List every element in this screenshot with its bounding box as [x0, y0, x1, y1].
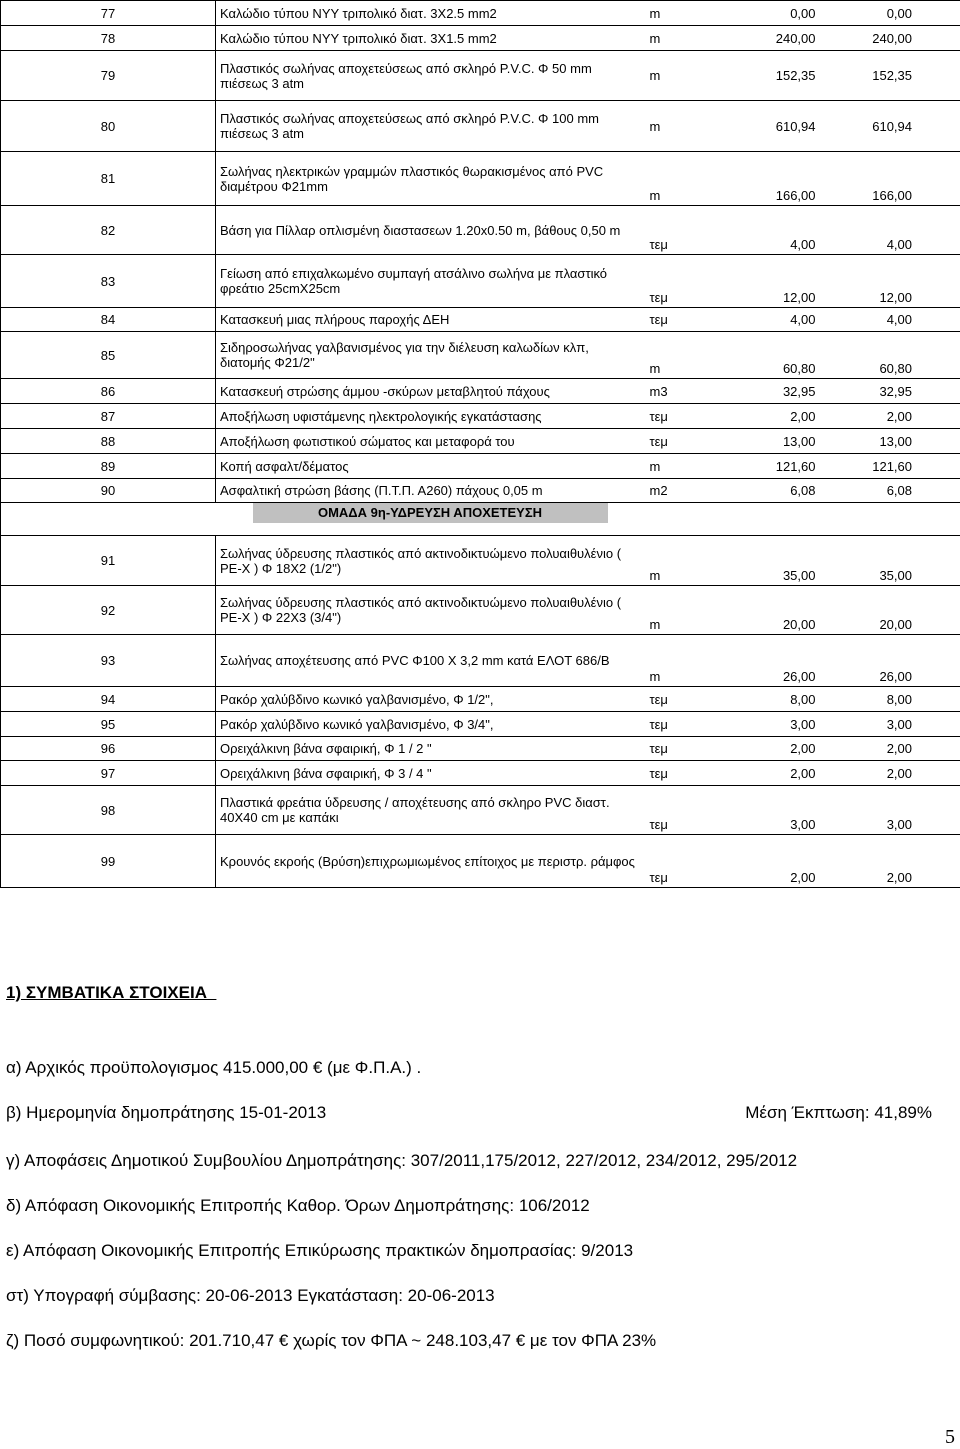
item-number: 86	[1, 379, 216, 404]
table-row	[1, 379, 960, 404]
item-unit: m3	[648, 379, 723, 404]
item-quantity: 26,00	[723, 635, 826, 687]
table-row	[1, 101, 960, 152]
average-discount-line: Μέση Έκπτωση: 41,89%	[745, 1103, 932, 1123]
item-description: Σιδηροσωλήνας γαλβανισμένος για την διέλευση καλωδίων κλπ, διατομής Φ21/2"	[216, 332, 648, 379]
section-title: 1) ΣΥΜΒΑΤΙΚΑ ΣΤΟΙΧΕΙΑ	[6, 983, 216, 1003]
item-description: Καλώδιο τύπου NYY τριπολικό διατ. 3Χ1.5 mm2	[216, 26, 648, 51]
item-description: Σωλήνας ύδρευσης πλαστικός από ακτινοδικτυώμενο πολυαιθυλένιο ( PE-X ) Φ 22Χ3 (3/4")	[216, 586, 648, 635]
items-table-body	[1, 1, 960, 888]
item-description: Ασφαλτική στρώση βάσης (Π.Τ.Π. Α260) πάχους 0,05 m	[216, 479, 648, 503]
item-unit: τεμ	[648, 255, 723, 308]
item-number: 83	[1, 255, 216, 308]
item-quantity: 0,00	[723, 1, 826, 26]
item-number: 80	[1, 101, 216, 152]
item-unit: τεμ	[648, 712, 723, 737]
table-row	[1, 429, 960, 454]
item-quantity: 20,00	[723, 586, 826, 635]
item-unit: m	[648, 152, 723, 206]
item-number: 94	[1, 687, 216, 712]
item-quantity: 610,94	[723, 101, 826, 152]
item-unit: m	[648, 536, 723, 586]
item-number: 84	[1, 308, 216, 332]
table-row	[1, 786, 960, 835]
table-row	[1, 479, 960, 503]
item-quantity: 121,60	[723, 454, 826, 479]
item-unit: τεμ	[648, 687, 723, 712]
item-unit: τεμ	[648, 786, 723, 835]
item-description: Κατασκευή μιας πλήρους παροχής ΔΕΗ	[216, 308, 648, 332]
item-description: Σωλήνας ηλεκτρικών γραμμών πλαστικός θωρακισμένος από PVC διαμέτρου Φ21mm	[216, 152, 648, 206]
item-description: Κατασκευή στρώσης άμμου -σκύρων μεταβλητού πάχους	[216, 379, 648, 404]
item-quantity: 152,35	[723, 51, 826, 101]
item-number: 82	[1, 206, 216, 255]
item-total: 6,08	[826, 479, 960, 503]
item-number: 79	[1, 51, 216, 101]
item-total: 32,95	[826, 379, 960, 404]
item-number: 78	[1, 26, 216, 51]
item-number: 89	[1, 454, 216, 479]
item-total: 2,00	[826, 404, 960, 429]
item-quantity: 60,80	[723, 332, 826, 379]
table-row	[1, 206, 960, 255]
item-quantity: 2,00	[723, 835, 826, 888]
item-quantity: 2,00	[723, 404, 826, 429]
item-unit: m	[648, 586, 723, 635]
item-quantity: 3,00	[723, 786, 826, 835]
page-number: 5	[945, 1426, 955, 1449]
item-unit: m	[648, 635, 723, 687]
item-description: Ρακόρ χαλύβδινο κωνικό γαλβανισμένο, Φ 3/4",	[216, 712, 648, 737]
item-unit: τεμ	[648, 737, 723, 761]
table-row	[1, 536, 960, 586]
item-quantity: 4,00	[723, 308, 826, 332]
contract-signing-line: στ) Υπογραφή σύμβασης: 20-06-2013 Εγκατάσταση: 20-06-2013	[6, 1286, 495, 1306]
item-description: Ορειχάλκινη βάνα σφαιρική, Φ 1 / 2 "	[216, 737, 648, 761]
item-quantity: 4,00	[723, 206, 826, 255]
committee-ratification-line: ε) Απόφαση Οικονομικής Επιτροπής Επικύρωσης πρακτικών δημοπρασίας: 9/2013	[6, 1241, 633, 1261]
item-total: 2,00	[826, 835, 960, 888]
table-row	[1, 1, 960, 26]
item-unit: m	[648, 332, 723, 379]
table-row	[1, 51, 960, 101]
item-quantity: 13,00	[723, 429, 826, 454]
item-quantity: 8,00	[723, 687, 826, 712]
item-total: 4,00	[826, 308, 960, 332]
table-row	[1, 586, 960, 635]
item-number: 95	[1, 712, 216, 737]
item-total: 12,00	[826, 255, 960, 308]
item-total: 240,00	[826, 26, 960, 51]
item-description: Βάση για Πίλλαρ οπλισμένη διαστασεων 1.20x0.50 m, βάθους 0,50 m	[216, 206, 648, 255]
item-description: Ρακόρ χαλύβδινο κωνικό γαλβανισμένο, Φ 1/2",	[216, 687, 648, 712]
item-total: 610,94	[826, 101, 960, 152]
item-total: 2,00	[826, 737, 960, 761]
item-quantity: 2,00	[723, 761, 826, 786]
table-row	[1, 835, 960, 888]
item-unit: τεμ	[648, 429, 723, 454]
item-total: 152,35	[826, 51, 960, 101]
item-unit: τεμ	[648, 404, 723, 429]
item-total: 166,00	[826, 152, 960, 206]
item-description: Κρουνός εκροής (Βρύση)επιχρωμιωμένος επίτοιχος με περιστρ. ράμφος	[216, 835, 648, 888]
item-description: Κοπή ασφαλτ/δέματος	[216, 454, 648, 479]
item-total: 0,00	[826, 1, 960, 26]
table-row	[1, 687, 960, 712]
item-total: 26,00	[826, 635, 960, 687]
item-quantity: 3,00	[723, 712, 826, 737]
item-unit: m	[648, 454, 723, 479]
item-number: 96	[1, 737, 216, 761]
item-total: 20,00	[826, 586, 960, 635]
table-row	[1, 152, 960, 206]
table-row	[1, 404, 960, 429]
item-number: 97	[1, 761, 216, 786]
table-row	[1, 635, 960, 687]
item-description: Σωλήνας αποχέτευσης από PVC Φ100 Χ 3,2 mm κατά ΕΛΟΤ 686/Β	[216, 635, 648, 687]
item-quantity: 166,00	[723, 152, 826, 206]
item-quantity: 2,00	[723, 737, 826, 761]
item-unit: m2	[648, 479, 723, 503]
item-unit: m	[648, 1, 723, 26]
item-number: 92	[1, 586, 216, 635]
item-quantity: 32,95	[723, 379, 826, 404]
item-number: 98	[1, 786, 216, 835]
council-decisions-line: γ) Αποφάσεις Δημοτικού Συμβουλίου Δημοπράτησης: 307/2011,175/2012, 227/2012, 234/2012, 295/2012	[6, 1151, 797, 1171]
initial-budget-line: α) Αρχικός προϋπολογισμος 415.000,00 € (με Φ.Π.Α.) .	[6, 1058, 421, 1078]
table-row	[1, 308, 960, 332]
item-unit: τεμ	[648, 206, 723, 255]
item-number: 85	[1, 332, 216, 379]
item-unit: τεμ	[648, 835, 723, 888]
item-description: Ορειχάλκινη βάνα σφαιρική, Φ 3 / 4 "	[216, 761, 648, 786]
item-number: 87	[1, 404, 216, 429]
table-row	[1, 332, 960, 379]
item-description: Καλώδιο τύπου NYY τριπολικό διατ. 3Χ2.5 mm2	[216, 1, 648, 26]
item-total: 60,80	[826, 332, 960, 379]
table-row	[1, 26, 960, 51]
item-number: 90	[1, 479, 216, 503]
item-unit: m	[648, 26, 723, 51]
item-total: 8,00	[826, 687, 960, 712]
item-number: 77	[1, 1, 216, 26]
item-description: Σωλήνας ύδρευσης πλαστικός από ακτινοδικτυώμενο πολυαιθυλένιο ( PE-X ) Φ 18Χ2 (1/2")	[216, 536, 648, 586]
table-row	[1, 454, 960, 479]
item-unit: m	[648, 101, 723, 152]
item-quantity: 12,00	[723, 255, 826, 308]
item-unit: τεμ	[648, 761, 723, 786]
table-row	[1, 712, 960, 737]
item-description: Γείωση από επιχαλκωμένο συμπαγή ατσάλινο σωλήνα με πλαστικό φρεάτιο 25cmX25cm	[216, 255, 648, 308]
item-number: 88	[1, 429, 216, 454]
item-unit: m	[648, 51, 723, 101]
item-total: 13,00	[826, 429, 960, 454]
table-row	[1, 255, 960, 308]
item-total: 2,00	[826, 761, 960, 786]
auction-date-line: β) Ημερομηνία δημοπράτησης 15-01-2013	[6, 1103, 326, 1123]
item-quantity: 35,00	[723, 536, 826, 586]
item-total: 35,00	[826, 536, 960, 586]
item-number: 93	[1, 635, 216, 687]
group-header-cell	[216, 503, 960, 536]
group-title: ΟΜΑΔΑ 9η-ΥΔΡΕΥΣΗ ΑΠΟΧΕΤΕΥΣΗ	[253, 503, 608, 523]
item-quantity: 240,00	[723, 26, 826, 51]
item-description: Πλαστικά φρεάτια ύδρευσης / αποχέτευσης από σκληρο PVC διαστ. 40Χ40 cm με καπάκι	[216, 786, 648, 835]
table-row	[1, 737, 960, 761]
item-description: Αποξήλωση υφιστάμενης ηλεκτρολογικής εγκατάστασης	[216, 404, 648, 429]
contract-amount-line: ζ) Ποσό συμφωνητικού: 201.710,47 € χωρίς τον ΦΠΑ ~ 248.103,47 € με τον ΦΠΑ 23%	[6, 1331, 656, 1351]
item-number: 91	[1, 536, 216, 586]
table-row	[1, 761, 960, 786]
item-total: 3,00	[826, 786, 960, 835]
item-unit: τεμ	[648, 308, 723, 332]
item-total: 4,00	[826, 206, 960, 255]
item-number: 81	[1, 152, 216, 206]
item-description: Πλαστικός σωλήνας αποχετεύσεως από σκληρό P.V.C. Φ 100 mm πιέσεως 3 atm	[216, 101, 648, 152]
group-header-row	[1, 503, 960, 536]
committee-terms-decision-line: δ) Απόφαση Οικονομικής Επιτροπής Καθορ. Όρων Δημοπράτησης: 106/2012	[6, 1196, 590, 1216]
item-description: Αποξήλωση φωτιστικού σώματος και μεταφορά του	[216, 429, 648, 454]
item-total: 121,60	[826, 454, 960, 479]
item-total: 3,00	[826, 712, 960, 737]
group-spacer-cell	[1, 503, 216, 536]
item-number: 99	[1, 835, 216, 888]
item-description: Πλαστικός σωλήνας αποχετεύσεως από σκληρό P.V.C. Φ 50 mm πιέσεως 3 atm	[216, 51, 648, 101]
item-quantity: 6,08	[723, 479, 826, 503]
